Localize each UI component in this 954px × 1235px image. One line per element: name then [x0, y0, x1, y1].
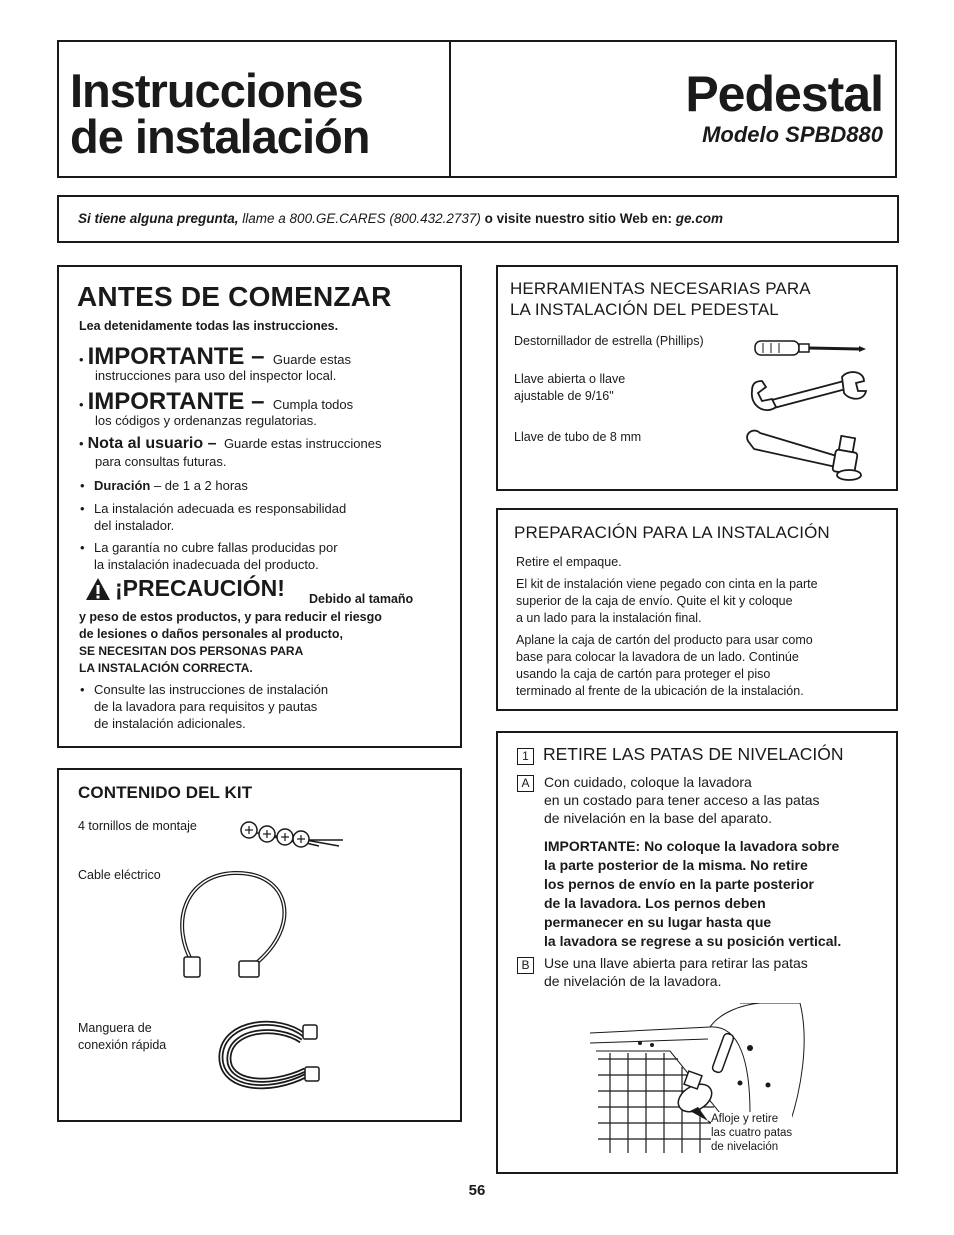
section-title: ANTES DE COMENZAR: [77, 281, 392, 312]
required-tools-section: [496, 265, 898, 491]
section-title: PREPARACIÓN PARA LA INSTALACIÓN: [514, 523, 830, 542]
header-divider: [449, 42, 451, 176]
carton-paragraph: Aplane la caja de cartón del producto para usar como base para colocar la lavadora de un lado. Continúe usando la caja de cartón para proteger el piso terminado al frente de la ubicación de la instalación.: [516, 633, 813, 698]
contact-box: [57, 195, 899, 243]
user-note: • Nota al usuario – Guarde estas instrucciones para consultas futuras.: [79, 435, 382, 469]
installation-preparation-section: [496, 508, 898, 711]
step-number: 1: [517, 748, 534, 765]
section-title: CONTENIDO DEL KIT: [78, 783, 253, 802]
electrical-cable-icon: [174, 865, 304, 990]
illustration-caption: Afloje y retire las cuatro patas de nivelación: [711, 1113, 793, 1153]
product-name: Pedestal: [685, 66, 883, 122]
tool-socket-wrench-label: Llave de tubo de 8 mm: [514, 430, 642, 444]
warning-icon: [85, 577, 111, 601]
kit-location-paragraph: El kit de instalación viene pegado con cinta en la parte superior de la caja de envío. Quite el kit y coloque a un lado para la instalación final.: [516, 577, 818, 625]
consult-instructions: • Consulte las instrucciones de instalación de la lavadora para requisitos y pautas de instalación adicionales.: [80, 682, 329, 731]
caution-label: ¡PRECAUCIÓN!: [115, 575, 285, 601]
quick-connect-hose-icon: [209, 1015, 324, 1100]
contact-line: [78, 211, 723, 226]
socket-wrench-icon: [744, 427, 868, 483]
model-number: Modelo SPBD880: [702, 122, 883, 147]
title-line-2: de instalación: [70, 110, 370, 163]
section-subtitle: Lea detenidamente todas las instrucciones.: [79, 319, 339, 333]
remove-packaging: Retire el empaque.: [516, 555, 622, 569]
contact-phone: llame a 800.GE.CARES (800.432.2737): [238, 211, 485, 226]
step-b-tag: B: [517, 957, 534, 974]
screwdriver-icon: [753, 335, 868, 361]
screws-icon: [239, 816, 349, 856]
installer-responsibility: • La instalación adecuada es responsabilidad del instalador.: [80, 501, 347, 533]
page-number: 56: [468, 1182, 486, 1199]
before-you-begin-section: ANTES DE COMENZAR Lea detenidamente todas las instrucciones. • IMPORTANTE – Guarde estas instrucciones para uso del inspector local. • IMPORTANTE – Cumpla todos los códigos y ordenanzas regulatorias. • Nota al usuario – Guarde estas instrucciones para consultas futuras. • Duración – de 1 a 2 horas • La instalación adecuada es responsabilidad del instalador. • La garantía no cubre fallas producidas por la instalación inadecuada del producto. ¡PRECAUCIÓN! Debido al tamaño y peso de estos productos, y para reducir el riesgo de lesiones o daños personales al producto, SE NECESITAN DOS PERSONAS PARA LA INSTALACIÓN CORRECTA. • Consulte las instrucciones de instalación de la lavadora para requisitos y pautas de instalación adicionales.: [57, 265, 462, 748]
header-box: [57, 40, 897, 178]
bullet: •: [79, 397, 84, 412]
important-label: IMPORTANTE –: [87, 388, 265, 415]
screws-label: 4 tornillos de montaje: [78, 819, 197, 833]
section-title: RETIRE LAS PATAS DE NIVELACIÓN: [543, 744, 844, 764]
cable-label: Cable eléctrico: [78, 868, 161, 882]
step-a-tag: A: [517, 775, 534, 792]
document-title: [70, 64, 370, 163]
remove-leveling-legs-section: [496, 731, 898, 1174]
bullet: •: [79, 352, 84, 367]
open-end-wrench-icon: [744, 367, 868, 415]
important-2: • IMPORTANTE – Cumpla todos los códigos y ordenanzas regulatorias.: [79, 388, 354, 428]
tool-screwdriver-label: Destornillador de estrella (Phillips): [514, 334, 704, 348]
important-1: • IMPORTANTE – Guarde estas instrucciones para uso del inspector local.: [79, 343, 351, 383]
important-label: IMPORTANTE –: [87, 343, 265, 370]
important-warning: IMPORTANTE: No coloque la lavadora sobre la parte posterior de la misma. No retire los pernos de envío en la parte posterior de la lavadora. Los pernos deben permanecer en su lugar hasta que la lavadora se regrese a su posición vertical.: [544, 838, 842, 949]
contact-question: Si tiene alguna pregunta,: [78, 211, 239, 226]
tool-wrench-label: Llave abierta o llave ajustable de 9/16": [514, 372, 626, 403]
kit-contents-section: [57, 768, 462, 1122]
duration: • Duración – de 1 a 2 horas: [80, 478, 248, 493]
step-a-text: Con cuidado, coloque la lavadora en un costado para tener acceso a las patas de nivelación en la base del aparato.: [544, 774, 820, 826]
contact-visit: o visite nuestro sitio Web en:: [484, 211, 676, 226]
warranty-note: • La garantía no cubre fallas producidas por la instalación inadecuada del producto.: [80, 540, 338, 572]
step-b-text: Use una llave abierta para retirar las patas de nivelación de la lavadora.: [544, 955, 808, 989]
hose-label: Manguera de conexión rápida: [78, 1021, 167, 1052]
section-title: HERRAMIENTAS NECESARIAS PARA LA INSTALACIÓN DEL PEDESTAL: [510, 279, 811, 319]
contact-website[interactable]: ge.com: [675, 211, 723, 226]
title-line-1: Instrucciones: [70, 64, 363, 117]
